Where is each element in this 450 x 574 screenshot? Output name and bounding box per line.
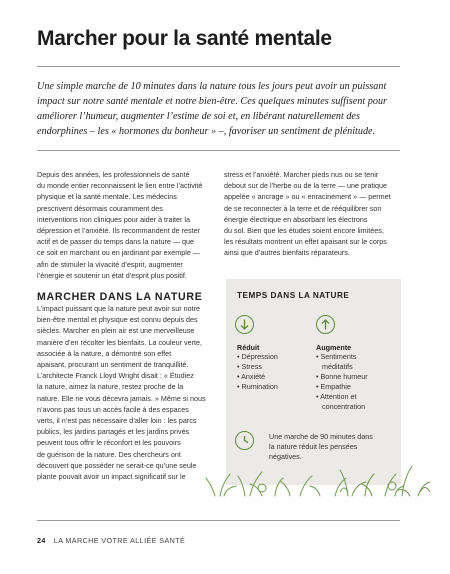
intro-line: endorphines – les « hormones du bonheur » –, favoriser un sentiment de plénitude.: [37, 126, 376, 137]
body-column-left: [37, 169, 202, 281]
grass-illustration: [0, 448, 450, 518]
list-item: • Sentiments: [316, 352, 357, 361]
note-line: Une marche de 90 minutes dans: [269, 432, 373, 441]
list-item: • Anxiété: [237, 372, 266, 381]
body-line: Depuis des années, les professionnels de santé: [37, 170, 190, 179]
body-line: n’avons pas tous un accès facile à des espaces: [37, 404, 189, 414]
body-line: de guérison de la nature. Des chercheurs ont: [37, 449, 181, 459]
body-line: associée à la nature, a démontré son effet: [37, 348, 172, 358]
body-line: du monde entier reconnaissent le lien entre l’activité: [37, 181, 203, 191]
note-line: la nature réduit les pensées: [269, 442, 358, 451]
body-line: bien-être mental et physique est connu depuis des: [37, 315, 198, 325]
body-line: peuvent tous offrir le réconfort et les pouvoirs: [37, 438, 181, 448]
list-item: • Empathie: [316, 382, 351, 391]
body-line: L’impact puissant que la nature peut avoir sur notre: [37, 304, 201, 313]
body-line: afin de stimuler la vivacité d’esprit, augmenter: [37, 259, 183, 269]
body-line: siècles. Marcher en plein air est une merveilleuse: [37, 326, 195, 336]
list-item: méditatifs: [322, 362, 353, 371]
body-line: manière d’en récolter les bienfaits. La couleur verte,: [37, 337, 203, 347]
section-heading: MARCHER DANS LA NATURE: [37, 291, 203, 303]
list-item: • Dépression: [237, 352, 278, 361]
body-line: de se reconnecter à la terre et de rééquilibrer son: [224, 203, 382, 213]
title-rule: [37, 66, 400, 67]
sidebar-title: TEMPS DANS LA NATURE: [237, 291, 350, 300]
body-line: L’architecte Franck Lloyd Wright disait : « Étudiez: [37, 371, 194, 381]
arrow-down-icon: [235, 315, 254, 334]
footer-rule: [37, 520, 400, 521]
list-item: • Rumination: [237, 382, 278, 391]
reduced-heading: Réduit: [237, 343, 260, 352]
list-item: • Bonne humeur: [316, 372, 368, 381]
body-line: interventions non cliniques pour aider à traiter la: [37, 214, 191, 224]
page-footer: [37, 536, 185, 545]
body-line: la nature, aimez la nature, restez proche de la: [37, 382, 184, 392]
body-column-right: [224, 169, 391, 259]
body-line: ce soit en marchant ou en jardinant par exemple —: [37, 248, 201, 258]
intro-rule: [37, 150, 400, 151]
intro-paragraph: [37, 79, 399, 139]
body-line: actif et de passer du temps dans la nature — que: [37, 237, 195, 247]
list-item: concentration: [322, 402, 366, 411]
body-line: dépression et l’anxiété. Ils recommandent de rester: [37, 226, 200, 236]
body-line: verts, il n’est pas nécessaire d’aller loin : les parcs: [37, 416, 197, 426]
body-line: du sol. Bien que les études soient encore limitées,: [224, 226, 384, 236]
body-line: énergie électrique en absorbant les électrons: [224, 214, 368, 224]
arrow-up-icon: [316, 315, 335, 334]
body-line: plante pouvait avoir un impact significatif sur le: [37, 472, 186, 482]
body-line: l’énergie et soutenir un état d’esprit plus positif.: [37, 270, 187, 280]
page-title: Marcher pour la santé mentale: [37, 27, 332, 50]
running-title: LA MARCHE VOTRE ALLIÉE SANTÉ: [53, 536, 186, 545]
intro-line: Une simple marche de 10 minutes dans la nature tous les jours peut avoir un puissant: [37, 81, 387, 92]
body-line: appelée « ancrage » ou « enracinement » — permet: [224, 192, 391, 202]
body-line: publics, les jardins partagés et les jardins privés: [37, 427, 190, 437]
note-line: négatives.: [269, 452, 302, 461]
reduced-list: [237, 352, 278, 392]
body-line: découvert que posséder ne serait-ce qu’une seule: [37, 460, 197, 470]
body-line: debout sur de l’herbe ou de la terre — une pratique: [224, 181, 388, 191]
list-item: • Attention et: [316, 392, 357, 401]
body-line: nature. Elle ne vous décevra jamais. » Même si nous: [37, 393, 206, 403]
body-line: physique et la santé mentale. Les médecins: [37, 192, 177, 202]
intro-line: améliorer l’humeur, augmenter l’estime de soi et, en libérant naturellement des: [37, 111, 360, 122]
intro-line: impact sur notre santé mentale et notre bien-être. Ces quelques minutes suffisent pour: [37, 96, 387, 107]
body-line: apaisant, procurant un sentiment de tranquillité.: [37, 360, 189, 370]
body-line: prescrivent désormais couramment des: [37, 203, 163, 213]
body-line: les résultats montrent un effet apaisant sur le corps: [224, 237, 387, 247]
page-number: 24: [37, 536, 46, 545]
body-line: ainsi que d’autres bienfaits réparateurs.: [224, 248, 350, 258]
increased-list: [316, 352, 368, 412]
increased-heading: Augmente: [316, 343, 352, 352]
body-line: stress et l’anxiété. Marcher pieds nus ou se tenir: [224, 170, 379, 179]
list-item: • Stress: [237, 362, 262, 371]
